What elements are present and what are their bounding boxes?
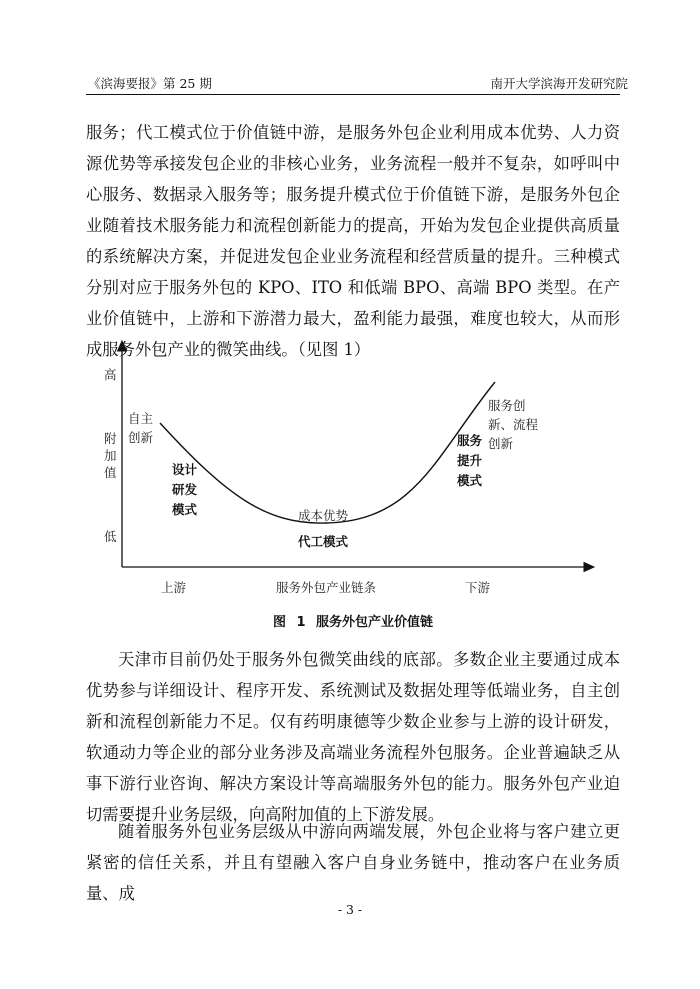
y-high-label: 高 (104, 367, 117, 382)
figure-caption: 图 1 服务外包产业价值链 (272, 615, 434, 630)
smile-curve-svg (86, 335, 620, 605)
right-mode-label: 服务提升模式 (457, 433, 483, 488)
y-axis-label: 附加值 (104, 431, 117, 480)
smile-curve (160, 382, 495, 523)
header-journal-title: 《滨海要报》第 25 期 (88, 76, 212, 91)
x-right-label: 下游 (465, 580, 491, 595)
header-rule (86, 94, 620, 95)
page-number: - 3 - (337, 902, 363, 917)
bottom-mode-label: 代工模式 (298, 534, 349, 549)
smile-curve-figure (86, 335, 620, 635)
x-left-label: 上游 (161, 580, 187, 595)
paragraph-2: 天津市目前仍处于服务外包微笑曲线的底部。多数企业主要通过成本优势参与详细设计、程序开发、系统测试及数据处理等低端业务，自主创新和流程创新能力不足。仅有药明康德等少数企业参与上游的设计研发，软通动力等企业的部分业务涉及高端业务流程外包服务。企业普遍缺乏从事下游行业咨询、解决方案设计等高端服务外包的能力。服务外包产业迫切需要提升业务层级，向高附加值的上下游发展。 (86, 650, 620, 824)
left-note: 自主创新 (128, 411, 154, 445)
bottom-note: 成本优势 (298, 508, 349, 523)
paragraph-3: 随着服务外包业务层级从中游向两端发展，外包企业将与客户建立更紧密的信任关系，并且有望融入客户自身业务链中，推动客户在业务质量、成 (86, 822, 620, 903)
y-low-label: 低 (104, 529, 117, 544)
x-middle-label: 服务外包产业链条 (276, 580, 377, 595)
header-institute-name: 南开大学滨海开发研究院 (490, 76, 628, 91)
paragraph-1: 服务；代工模式位于价值链中游，是服务外包企业利用成本优势、人力资源优势等承接发包企业的非核心业务，业务流程一般并不复杂，如呼叫中心服务、数据录入服务等；服务提升模式位于价值链下游，是服务外包企业随着技术服务能力和流程创新能力的提高，开始为发包企业提供高质量的系统解决方案，并促进发包企业业务流程和经营质量的提升。三种模式分别对应于服务外包的 KPO、ITO 和低端 BPO、高端 BPO 类型。在产业价值链中，上游和下游潜力最大，盈利能力最强，难度也较大，从而形成服务外包产业的微笑曲线。（见图 1） (86, 123, 620, 359)
right-note: 服务创新、流程创新 (488, 398, 539, 451)
left-mode-label: 设计研发模式 (172, 462, 198, 517)
